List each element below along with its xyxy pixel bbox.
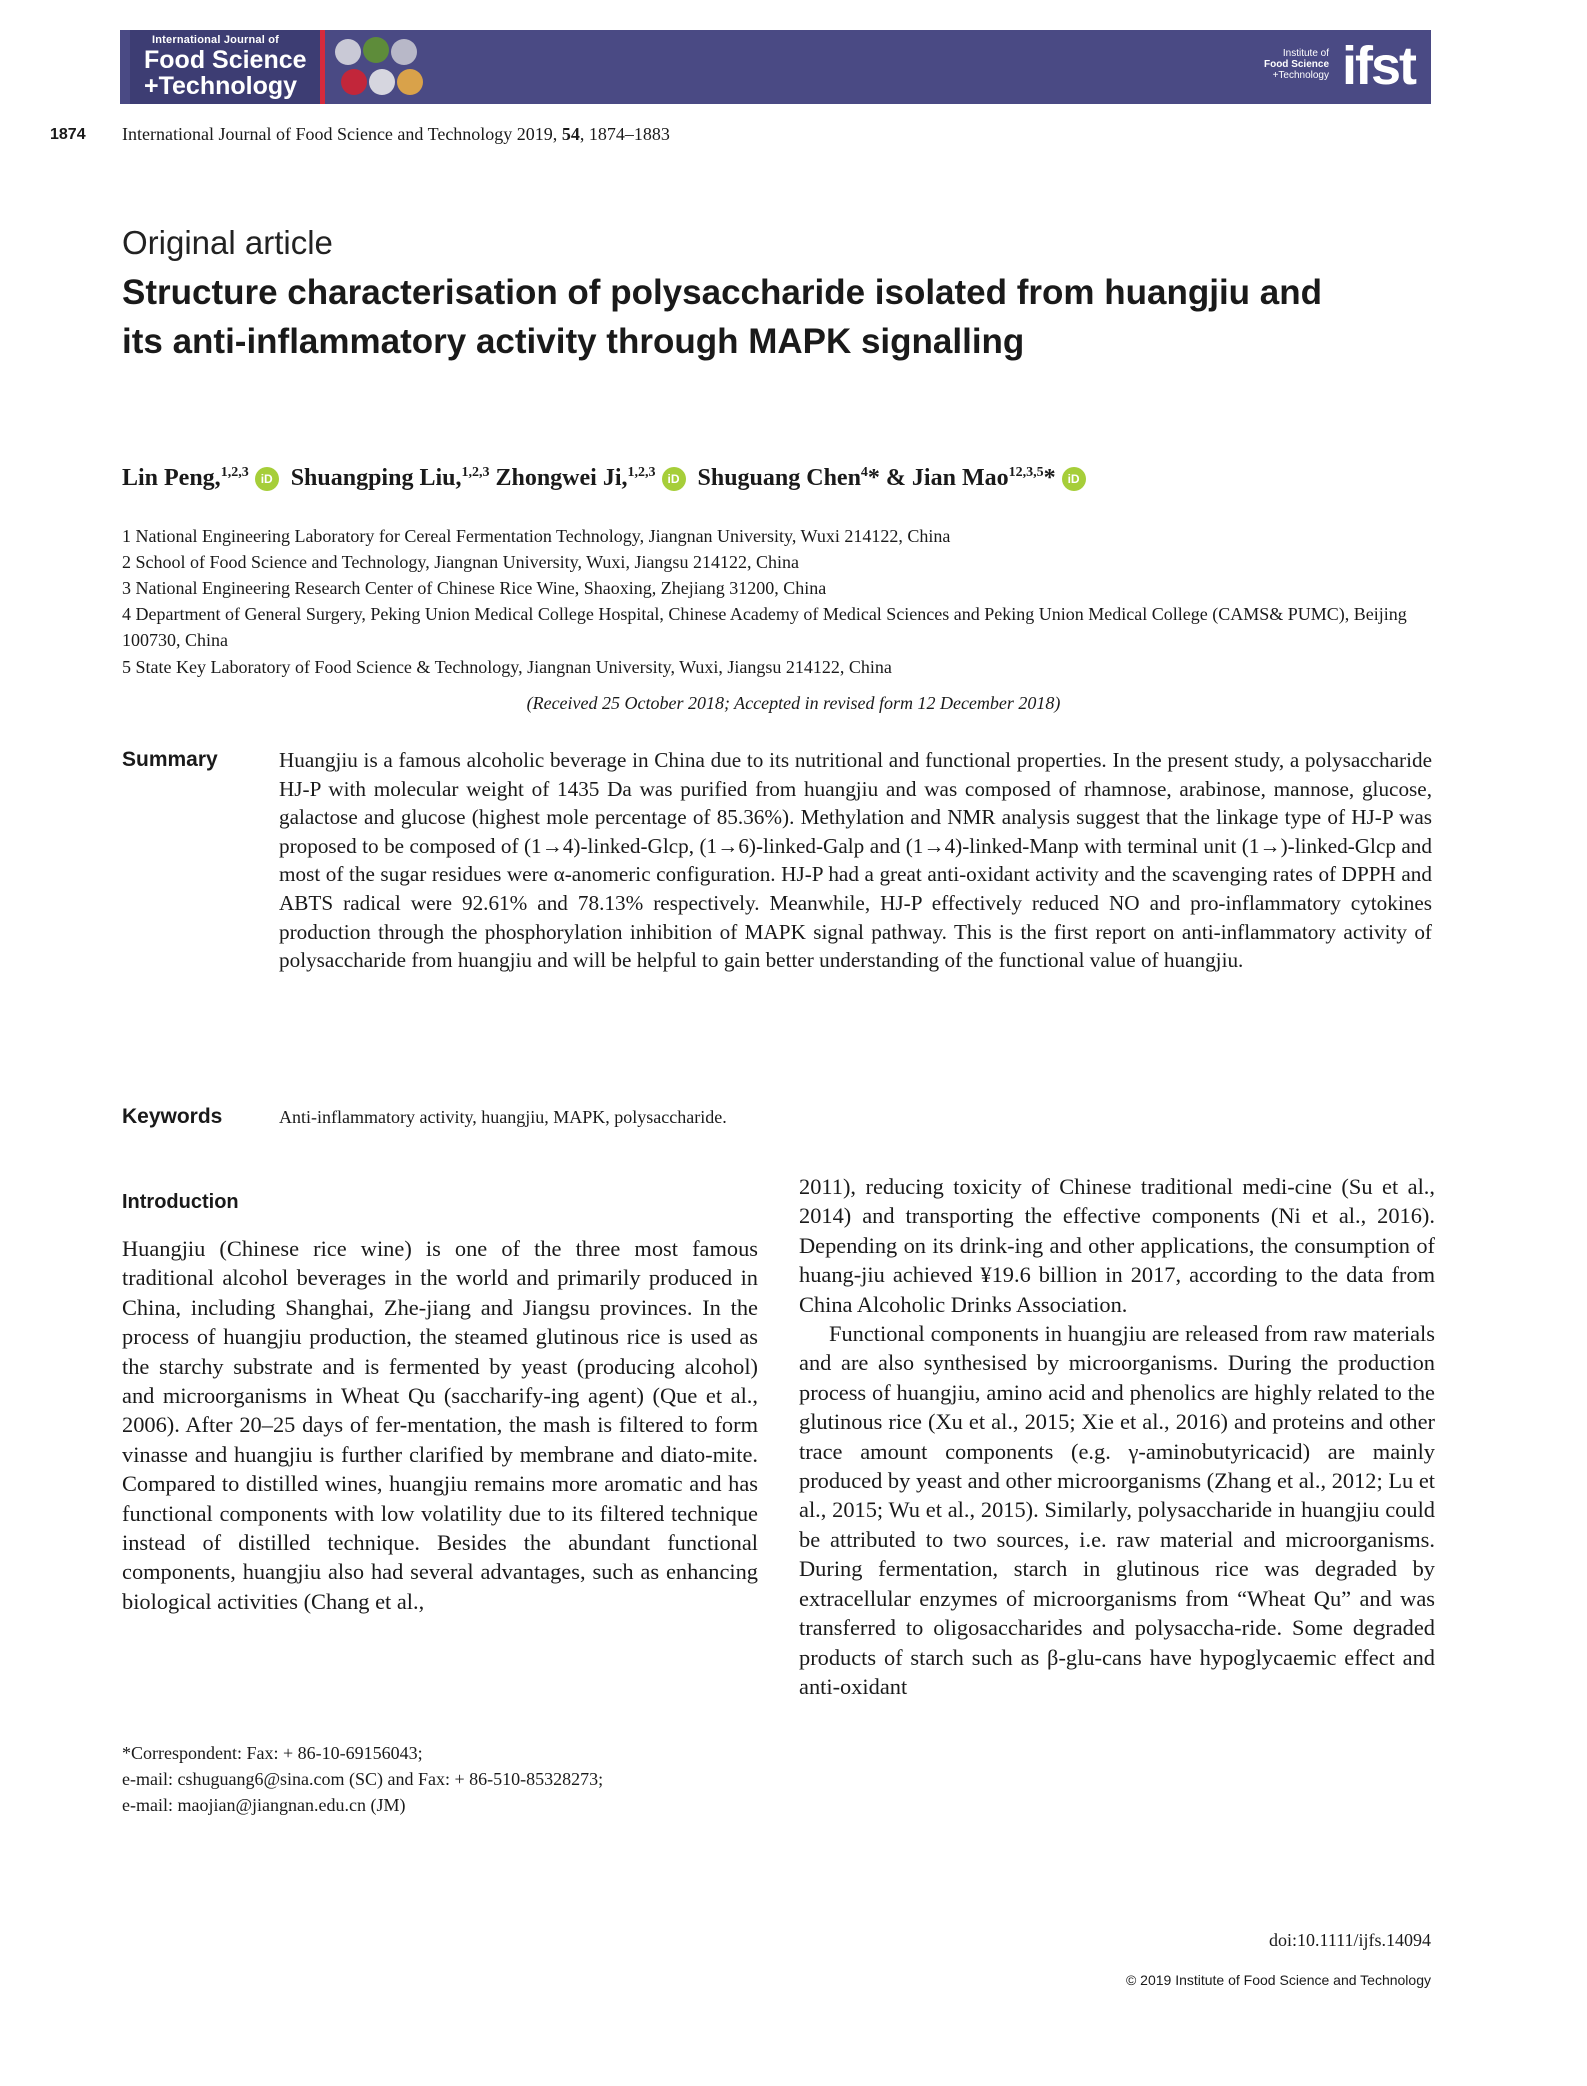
body-column-left xyxy=(122,1234,758,1616)
orcid-icon[interactable]: iD xyxy=(255,467,279,491)
affiliation: 4 Department of General Surgery, Peking Union Medical College Hospital, Chinese Academy of Medical Sciences and Peking Union Medical College (CAMS& PUMC), Beijing 100730, China xyxy=(122,604,1407,650)
orcid-icon[interactable]: iD xyxy=(1062,467,1086,491)
running-head-volume: 54 xyxy=(561,124,580,144)
ifst-institute-line2: Food Science xyxy=(1263,59,1329,70)
author-affiliation-sup: 4 xyxy=(860,465,868,480)
author-separator: * xyxy=(1043,465,1056,491)
body-column-right xyxy=(799,1172,1435,1701)
running-head-text: International Journal of Food Science and Technology 2019, xyxy=(122,124,558,144)
accent-bar xyxy=(320,30,325,104)
article-title: Structure characterisation of polysaccharide isolated from huangjiu and its anti-inflammatory activity through MAPK signalling xyxy=(122,273,1322,361)
journal-logo-line1: Food Science xyxy=(144,46,307,74)
footnote-line: *Correspondent: Fax: + 86-10-69156043; xyxy=(122,1743,423,1763)
correspondence-footnote xyxy=(122,1740,603,1818)
affiliation: 2 School of Food Science and Technology, Jiangnan University, Wuxi, Jiangsu 214122, China xyxy=(122,552,799,572)
author-affiliation-sup: 1,2,3 xyxy=(461,465,490,480)
author-name[interactable]: Zhongwei Ji, xyxy=(495,465,628,491)
author-name[interactable]: Lin Peng, xyxy=(122,465,221,491)
doi-link[interactable]: doi:10.1111/ijfs.14094 xyxy=(1269,1930,1431,1950)
journal-banner xyxy=(120,30,1431,104)
running-head-pages: , 1874–1883 xyxy=(579,124,670,144)
cover-images-icon xyxy=(332,34,442,100)
author-name[interactable]: Shuangping Liu, xyxy=(290,465,462,491)
ifst-institute-line3: +Technology xyxy=(1272,70,1329,81)
author-affiliation-sup: 12,3,5 xyxy=(1008,465,1044,480)
author-name[interactable]: Jian Mao xyxy=(911,465,1009,491)
received-dates: (Received 25 October 2018; Accepted in revised form 12 December 2018) xyxy=(526,693,1061,713)
article-type: Original article xyxy=(122,224,333,261)
ifst-logo xyxy=(1259,34,1419,100)
author-list xyxy=(122,465,1092,492)
journal-logo-line2: +Technology xyxy=(144,72,298,100)
journal-logo xyxy=(130,30,320,104)
footnote-line[interactable]: e-mail: cshuguang6@sina.com (SC) and Fax: + 86-510-85328273; xyxy=(122,1769,604,1789)
footnote-line[interactable]: e-mail: maojian@jiangnan.edu.cn (JM) xyxy=(122,1795,406,1815)
keywords-label: Keywords xyxy=(122,1105,223,1128)
orcid-icon[interactable]: iD xyxy=(662,467,686,491)
ifst-institute-line1: Institute of xyxy=(1282,48,1329,59)
section-heading-introduction: Introduction xyxy=(122,1191,239,1213)
author-separator: * & xyxy=(867,465,912,491)
copyright-notice: © 2019 Institute of Food Science and Technology xyxy=(1125,1972,1431,1988)
running-head xyxy=(122,124,670,145)
affiliation: 5 State Key Laboratory of Food Science & Technology, Jiangnan University, Wuxi, Jiangsu 214122, China xyxy=(122,657,892,677)
summary-text: Huangjiu is a famous alcoholic beverage in China due to its nutritional and functional properties. In the present study, a polysaccharide HJ-P with molecular weight of 1435 Da was purified from huangjiu and was composed of rhamnose, arabinose, mannose, glucose, galactose and glucose (highest mole percentage of 85.36%). Methylation and NMR analysis suggest that the linkage type of HJ-P was proposed to be composed of (1→4)-linked-Glcp, (1→6)-linked-Galp and (1→4)-linked-Manp with terminal unit (1→)-linked-Glcp and most of the sugar residues were α-anomeric configuration. HJ-P had a great anti-oxidant activity and the scavenging rates of DPPH and ABTS radical were 92.61% and 78.13% respectively. Meanwhile, HJ-P effectively reduced NO and pro-inflammatory cytokines production through the phosphorylation inhibition of MAPK signal pathway. This is the first report on anti-inflammatory activity of polysaccharide from huangjiu and will be helpful to gain better understanding of the functional value of huangjiu. xyxy=(279,748,1432,973)
affiliation: 1 National Engineering Laboratory for Cereal Fermentation Technology, Jiangnan University, Wuxi 214122, China xyxy=(122,526,951,546)
keywords-text: Anti-inflammatory activity, huangjiu, MAPK, polysaccharide. xyxy=(279,1107,727,1127)
body-paragraph: 2011), reducing toxicity of Chinese traditional medi-cine (Su et al., 2014) and transporting the effective components (Ni et al., 2016). Depending on its drink-ing and other applications, the consumption of huang-jiu achieved ¥19.6 billion in 2017, according to the data from China Alcoholic Drinks Association. xyxy=(799,1174,1435,1317)
author-affiliation-sup: 1,2,3 xyxy=(627,465,656,480)
summary-label: Summary xyxy=(122,748,218,771)
affiliation: 3 National Engineering Research Center of Chinese Rice Wine, Shaoxing, Zhejiang 31200, China xyxy=(122,578,827,598)
journal-logo-small: International Journal of xyxy=(152,34,280,46)
body-paragraph: Functional components in huangjiu are released from raw materials and are also synthesised by microorganisms. During the production process of huangjiu, amino acid and phenolics are highly related to the glutinous rice (Xu et al., 2015; Xie et al., 2016) and proteins and other trace amount components (e.g. γ-aminobutyricacid) are mainly produced by yeast and other microorganisms (Zhang et al., 2012; Lu et al., 2015; Wu et al., 2015). Similarly, polysaccharide in huangjiu could be attributed to two sources, i.e. raw material and microorganisms. During fermentation, starch in glutinous rice was degraded by extracellular enzymes of microorganisms from “Wheat Qu” and was transferred to oligosaccharides and polysaccha-ride. Some degraded products of starch such as β-glu-cans have hypoglycaemic effect and anti-oxidant xyxy=(799,1321,1435,1699)
ifst-mark: ifst xyxy=(1342,36,1415,96)
author-affiliation-sup: 1,2,3 xyxy=(220,465,249,480)
page-number: 1874 xyxy=(50,126,86,143)
author-name[interactable]: Shuguang Chen xyxy=(697,465,861,491)
body-paragraph: Huangjiu (Chinese rice wine) is one of the three most famous traditional alcohol beverages in the world and primarily produced in China, including Shanghai, Zhe-jiang and Jiangsu provinces. In the process of huangjiu production, the steamed glutinous rice is used as the starchy substrate and is fermented by yeast (producing alcohol) and microorganisms in Wheat Qu (saccharify-ing agent) (Que et al., 2006). After 20–25 days of fer-mentation, the mash is filtered to form vinasse and huangjiu is further clarified by membrane and diato-mite. Compared to distilled wines, huangjiu remains more aromatic and has functional components with low volatility due to its filtered technique instead of distilled technique. Besides the abundant functional components, huangjiu also had several advantages, such as enhancing biological activities (Chang et al., xyxy=(122,1236,758,1614)
